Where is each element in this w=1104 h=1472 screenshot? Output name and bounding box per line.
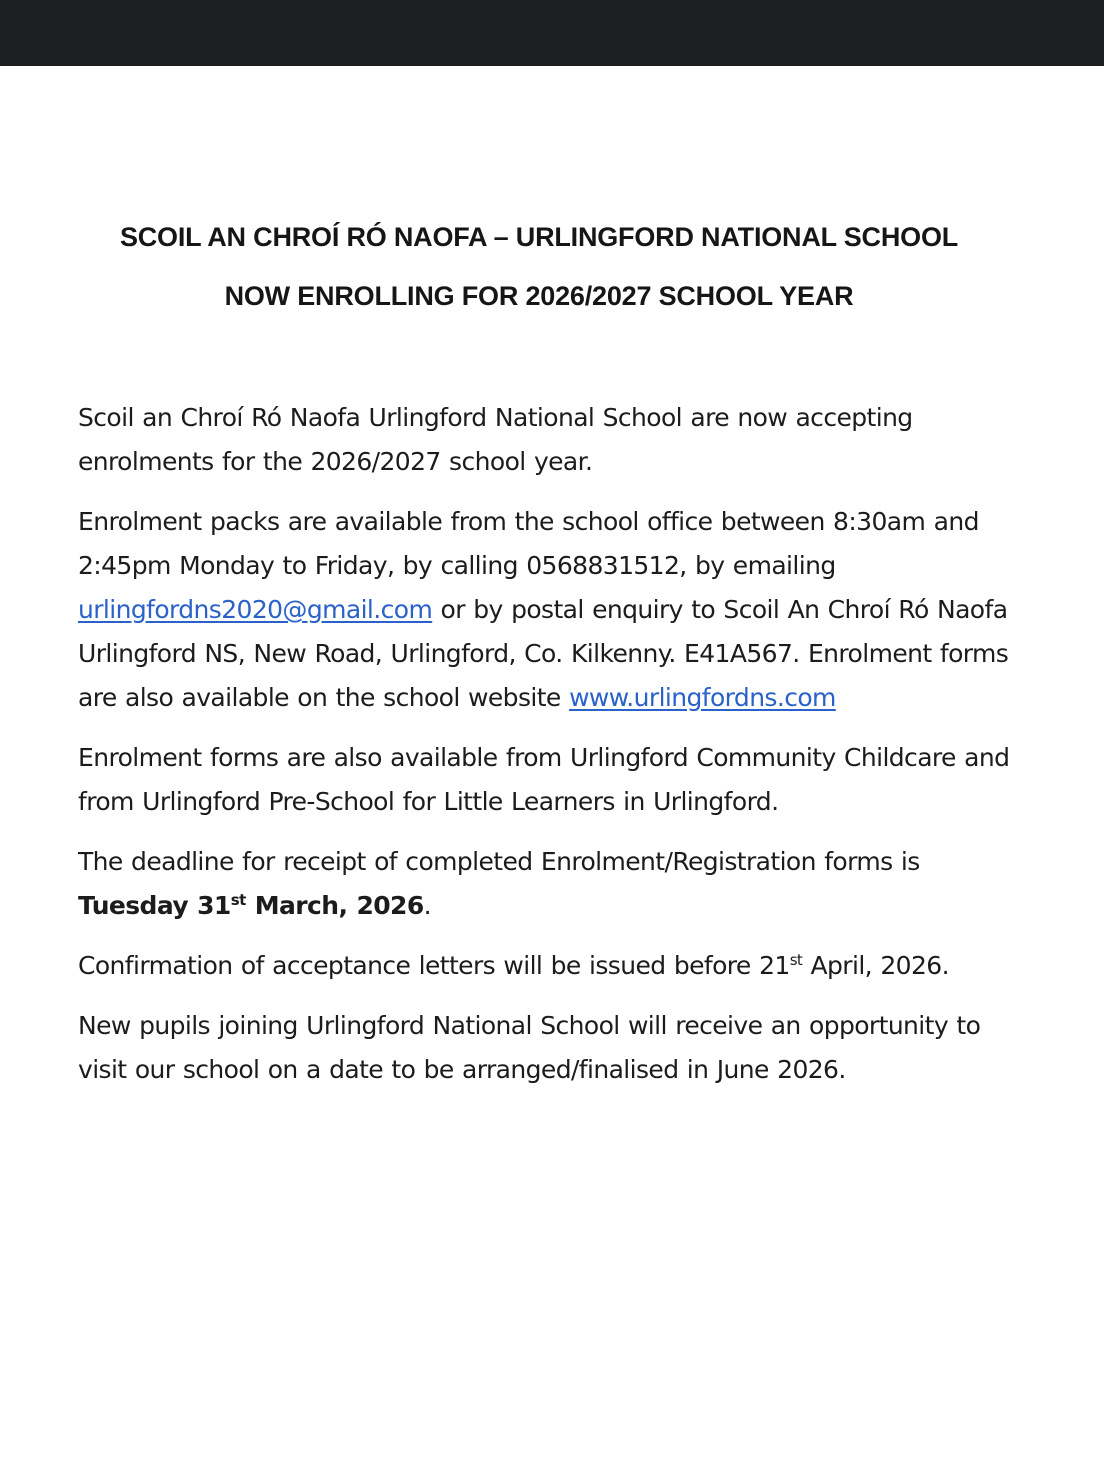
paragraph-deadline [78,840,1028,928]
deadline-day: Tuesday 31 [78,891,231,920]
paragraph-childcare: Enrolment forms are also available from Urlingford Community Childcare and from Urlingford Pre-School for Little Learners in Urlingford. [78,743,1010,816]
confirmation-text: Confirmation of acceptance letters will be issued before 21 [78,951,790,980]
deadline-month-year: March, 2026 [245,891,424,920]
page-subtitle: NOW ENROLLING FOR 2026/2027 SCHOOL YEAR [224,281,854,311]
paragraph-intro: Scoil an Chroí Ró Naofa Urlingford National School are now accepting enrolments for the 2026/2027 school year. [78,403,913,476]
page-title: SCOIL AN CHROÍ RÓ NAOFA – URLINGFORD NATIONAL SCHOOL [119,222,959,252]
enrolment-packs-text: Enrolment packs are available from the school office between 8:30am and 2:45pm Monday to Friday, by calling 0568831512, by emailing [78,507,979,580]
deadline-ordinal: st [230,891,246,909]
paragraph-confirmation [78,944,1028,988]
email-link[interactable]: urlingfordns2020@gmail.com [78,595,433,624]
website-link[interactable]: www.urlingfordns.com [569,683,836,712]
notice-page [78,208,1028,1108]
top-bar [0,0,1104,66]
deadline-date [78,891,424,920]
notice-body [78,396,1028,1092]
confirmation-date-rest: April, 2026. [802,951,949,980]
postal-enquiry-text: or by postal enquiry to Scoil An Chroí Ró Naofa Urlingford NS, New Road, Urlingford, Co. Kilkenny. E41A567. Enrolment forms are also available on the school website [78,595,1009,712]
deadline-text: The deadline for receipt of completed Enrolment/Registration forms is [78,847,920,876]
paragraph-enrolment-packs [78,500,1028,720]
confirmation-ordinal: st [789,951,803,969]
paragraph-new-pupils: New pupils joining Urlingford National School will receive an opportunity to visit our school on a date to be arranged/finalised in June 2026. [78,1011,981,1084]
deadline-period: . [423,891,431,920]
